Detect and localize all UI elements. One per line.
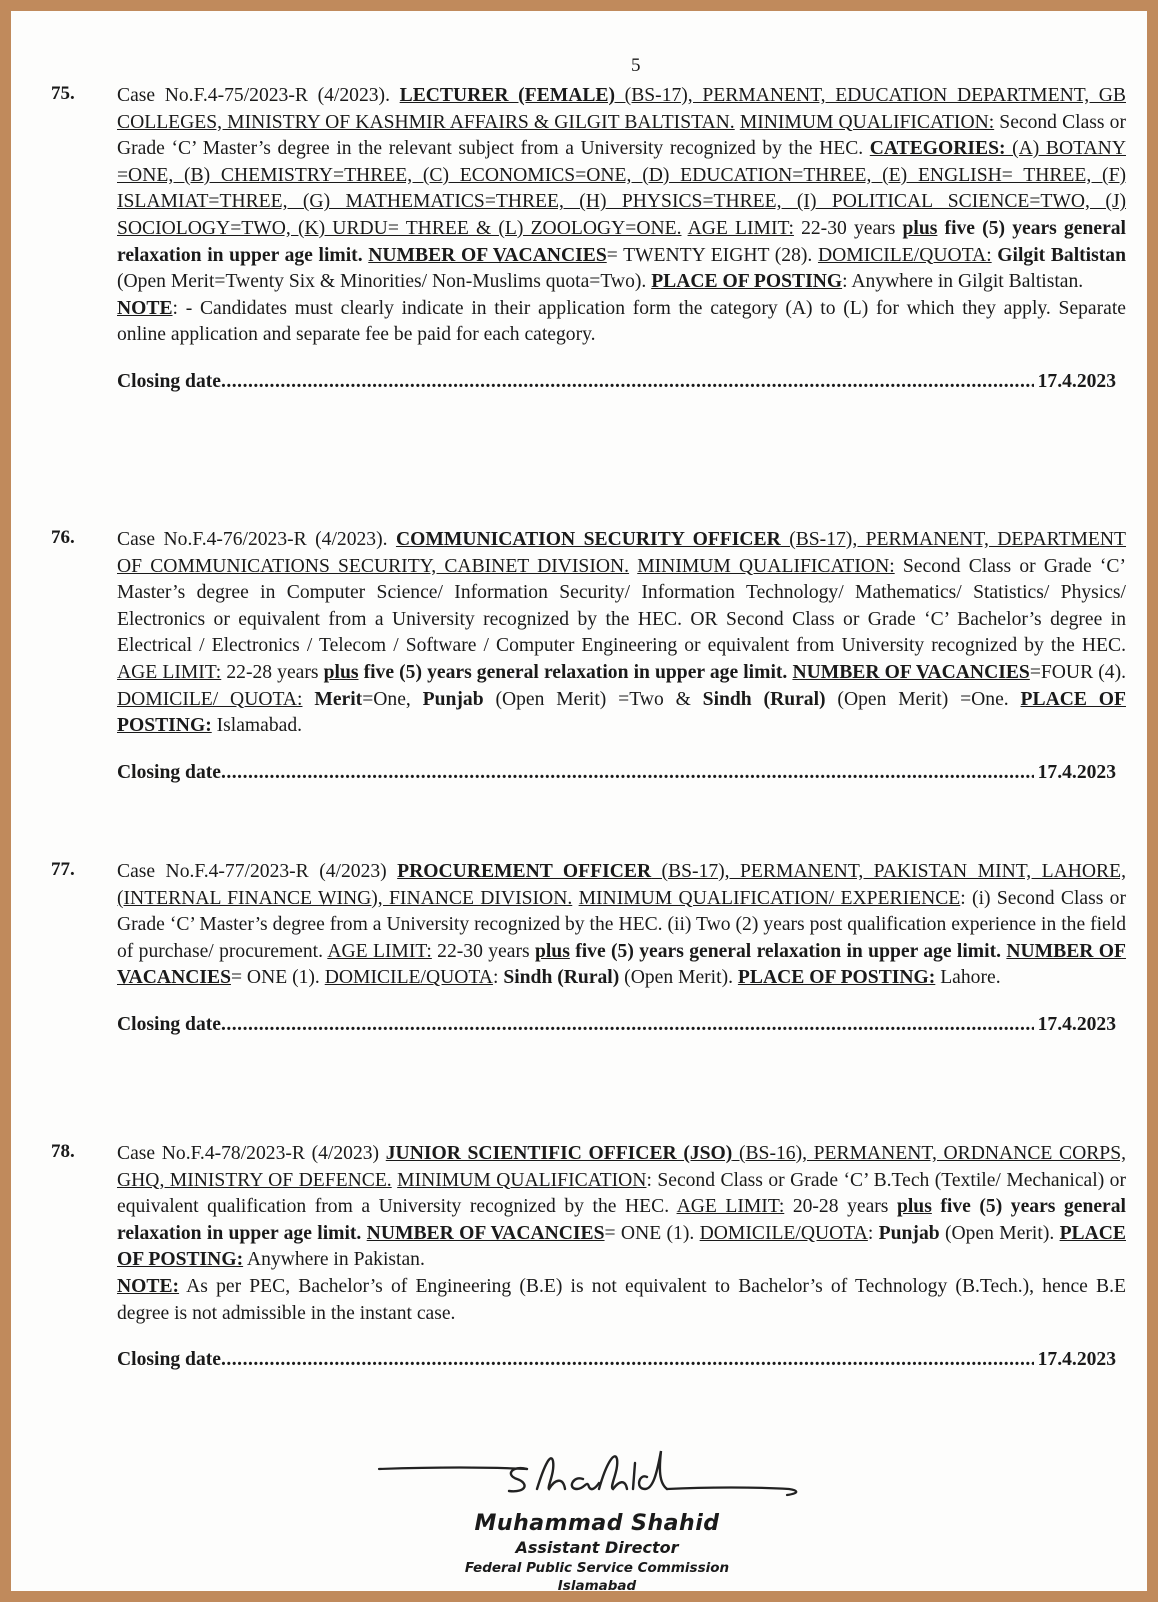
categories-label: CATEGORIES: [869,138,1006,160]
case-body: Case No.F.4-77/2023-R (4/2023) PROCUREMENT OFFICER (BS-17), PERMANENT, PAKISTAN MINT, LAHORE, (INTERNAL FINANCE WING), FINANCE DIVISION. MINIMUM QUALIFICATION/ EXPERIENCE: (i) Second Class or Grade ‘C’ Master’s degree from a University recognized by the HEC. (ii) Two (2) years post qualification experience in the field of purchase/ procurement. AGE LIMIT: 22-30 years plus five (5) years general relaxation in upper age limit. NUMBER OF VACANCIES= ONE (1). DOMICILE/QUOTA: Sindh (Rural) (Open Merit). PLACE OF POSTING: Lahore. [117,861,1127,989]
closing-date: 17.4.2023 [1037,1013,1116,1035]
vacancies-label: NUMBER OF VACANCIES [368,244,607,266]
posting-label: PLACE OF POSTING: [117,688,1126,737]
signatory-title: Assistant Director [515,1538,679,1557]
signatory-organization: Federal Public Service Commission [464,1560,730,1576]
domicile-label: DOMICILE/QUOTA: [817,244,992,266]
post-title: PROCUREMENT OFFICER [397,861,652,882]
signatory-city: Islamabad [557,1578,637,1594]
case-77 [51,859,1126,1036]
page-number: 5 [631,55,641,76]
closing-date: 17.4.2023 [1037,370,1116,392]
min-qual-label: MINIMUM QUALIFICATION [397,1169,647,1191]
domicile-label: DOMICILE/QUOTA [324,967,493,989]
closing-date-row: Closing date ..... 17.4.2023 [117,371,1126,393]
posting-label: PLACE OF POSTING [651,271,843,293]
post-title: JUNIOR SCIENTIFIC OFFICER (JSO) [385,1143,733,1164]
categories-text: (A) BOTANY =ONE, (B) CHEMISTRY=THREE, (C) ECONOMICS=ONE, (D) EDUCATION=THREE, (E) ENGLISH= THREE, (F) ISLAMIAT=THREE, (G) MATHEMATICS=THREE, (H) PHYSICS=THREE, (I) POLITICAL SCIENCE=TWO, (J) SOCIOLOGY=TWO, (K) URDU= THREE & (L) ZOOLOGY=ONE. [117,138,1126,239]
closing-date-row: Closing date ..... 17.4.2023 [117,1349,1126,1371]
age-limit-label: AGE LIMIT: [676,1196,785,1218]
case-number: 77. [51,859,75,880]
case-number: 78. [51,1141,75,1162]
posting-label: PLACE OF POSTING: [117,1222,1126,1271]
age-limit-label: AGE LIMIT: [327,940,432,962]
case-body: Case No.F.4-78/2023-R (4/2023) JUNIOR SCIENTIFIC OFFICER (JSO) (BS-16), PERMANENT, ORDNANCE CORPS, GHQ, MINISTRY OF DEFENCE. MINIMUM QUALIFICATION: Second Class or Grade ‘C’ B.Tech (Textile/ Mechanical) or equivalent qualification from a University recognized by the HEC. AGE LIMIT: 20-28 years plus five (5) years general relaxation in upper age limit. NUMBER OF VACANCIES= ONE (1). DOMICILE/QUOTA: Punjab (Open Merit). PLACE OF POSTING: Anywhere in Pakistan. NOTE: As per PEC, Bachelor’s of Engineering (B.E) is not equivalent to Bachelor’s of Technology (B.Tech.), hence B.E degree is not admissible in the instant case. [117,1143,1126,1324]
note-label: NOTE [117,297,173,319]
domicile-label: DOMICILE/ QUOTA: [117,688,303,710]
case-body: Case No.F.4-76/2023-R (4/2023). COMMUNICATION SECURITY OFFICER (BS-17), PERMANENT, DEPARTMENT OF COMMUNICATIONS SECURITY, CABINET DIVISION. MINIMUM QUALIFICATION: Second Class or Grade ‘C’ Master’s degree in Computer Science/ Information Security/ Information Technology/ Mathematics/ Statistics/ Physics/ Electronics or equivalent from a University recognized by the HEC. OR Second Class or Grade ‘C’ Bachelor’s degree in Electrical / Electronics / Telecom / Software / Computer Engineering or equivalent from University recognized by the HEC. AGE LIMIT: 22-28 years plus five (5) years general relaxation in upper age limit. NUMBER OF VACANCIES=FOUR (4). DOMICILE/ QUOTA: Merit=One, Punjab (Open Merit) =Two & Sindh (Rural) (Open Merit) =One. PLACE OF POSTING: Islamabad. [117,529,1127,737]
case-number: 76. [51,527,75,548]
post-title: LECTURER (FEMALE) [399,85,616,106]
closing-date-row: Closing date ..... 17.4.2023 [117,762,1126,784]
case-78 [51,1141,1126,1371]
note-text: As per PEC, Bachelor’s of Engineering (B.E) is not equivalent to Bachelor’s of Technology (B.Tech.), hence B.E degree is not admissible in the instant case. [117,1275,1126,1324]
vacancies-label: NUMBER OF VACANCIES [366,1222,605,1244]
case-75 [51,83,1126,393]
min-qual-label: MINIMUM QUALIFICATION/ EXPERIENCE [578,887,961,909]
post-title: COMMUNICATION SECURITY OFFICER [395,529,781,550]
case-body: Case No.F.4-75/2023-R (4/2023). LECTURER (FEMALE) (BS-17), PERMANENT, EDUCATION DEPARTMENT, GB COLLEGES, MINISTRY OF KASHMIR AFFAIRS & GILGIT BALTISTAN. MINIMUM QUALIFICATION: Second Class or Grade ‘C’ Master’s degree in the relevant subject from a University recognized by the HEC. CATEGORIES: (A) BOTANY =ONE, (B) CHEMISTRY=THREE, (C) ECONOMICS=ONE, (D) EDUCATION=THREE, (E) ENGLISH= THREE, (F) ISLAMIAT=THREE, (G) MATHEMATICS=THREE, (H) PHYSICS=THREE, (I) POLITICAL SCIENCE=TWO, (J) SOCIOLOGY=TWO, (K) URDU= THREE & (L) ZOOLOGY=ONE. AGE LIMIT: 22-30 years plus five (5) years general relaxation in upper age limit. NUMBER OF VACANCIES= TWENTY EIGHT (28). DOMICILE/QUOTA: Gilgit Baltistan (Open Merit=Twenty Six & Minorities/ Non-Muslims quota=Two). PLACE OF POSTING: Anywhere in Gilgit Baltistan. NOTE: - Candidates must clearly indicate in their application form the category (A) to (L) for which they apply. Separate online application and separate fee be paid for each category. [117,85,1127,346]
age-limit-label: AGE LIMIT: [687,217,794,239]
closing-date: 17.4.2023 [1037,1349,1116,1371]
vacancies-label: NUMBER OF VACANCIES [117,940,1127,989]
min-qual-label: MINIMUM QUALIFICATION: [637,555,895,577]
closing-date-row: Closing date ..... 17.4.2023 [117,1014,1126,1036]
case-number: 75. [51,83,75,104]
closing-date: 17.4.2023 [1037,761,1116,783]
vacancies-label: NUMBER OF VACANCIES [792,661,1030,683]
note-label: NOTE: [117,1275,180,1297]
domicile-label: DOMICILE/QUOTA [699,1222,868,1244]
min-qual-label: MINIMUM QUALIFICATION: [739,111,995,133]
handwritten-signature [377,1443,817,1513]
age-limit-label: AGE LIMIT: [117,661,222,683]
posting-label: PLACE OF POSTING: [737,967,936,989]
case-76 [51,527,1126,784]
signature-block [447,1511,747,1594]
signatory-name: Muhammad Shahid [474,1511,720,1536]
note-text: : - Candidates must clearly indicate in their application form the category (A) to (L) for which they apply. Separate online application and separate fee be paid for each category. [117,297,1126,346]
